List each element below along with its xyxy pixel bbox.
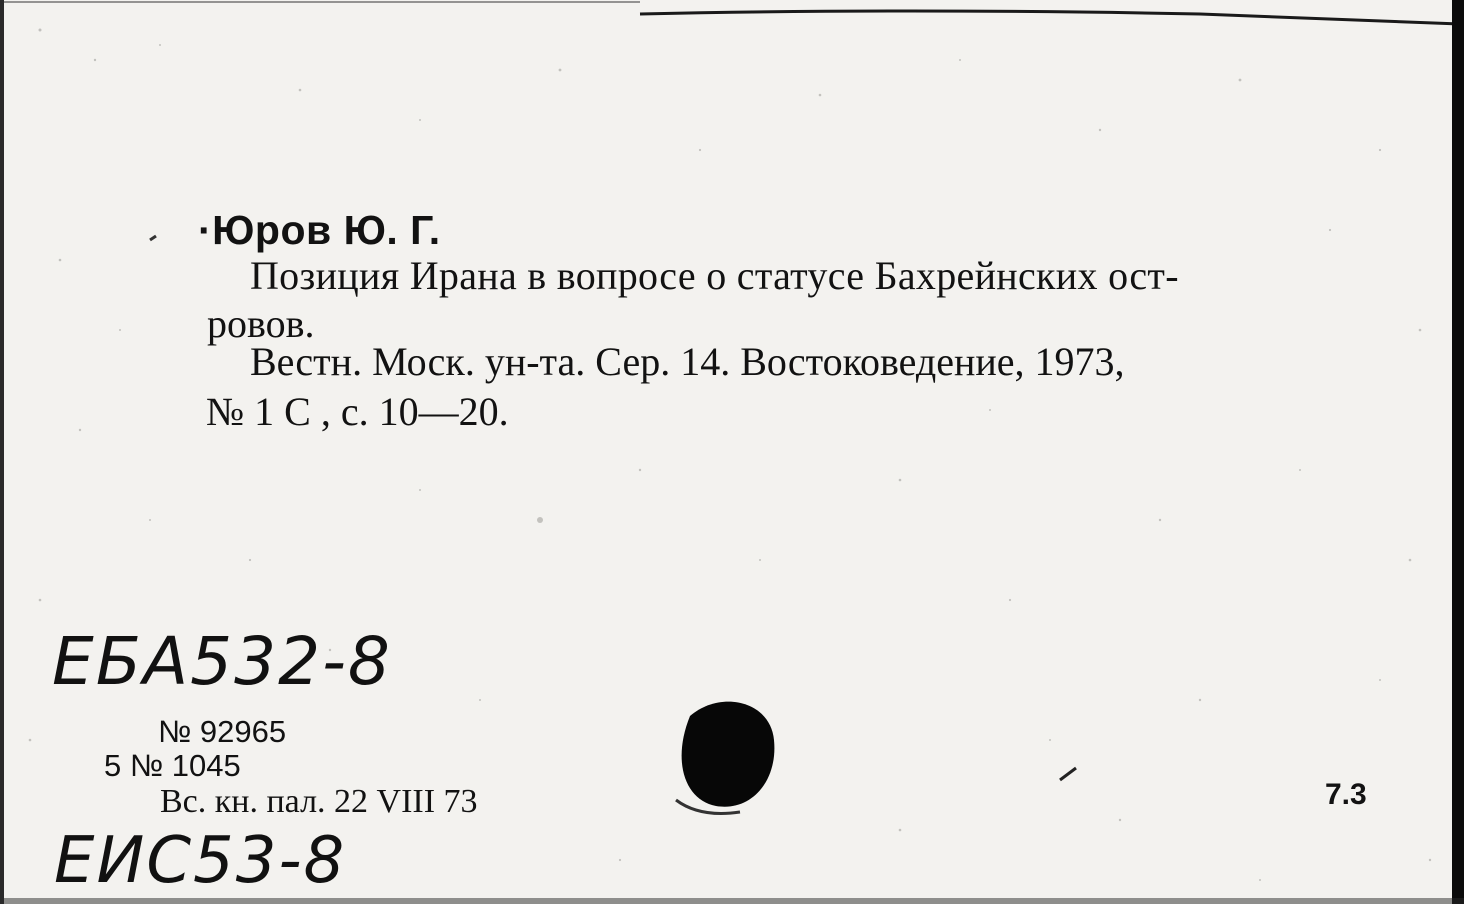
title-line-1: Позиция Ирана в вопросе о статусе Бахрейнских ост- — [250, 253, 1179, 298]
inventory-number-2: 5 № 1045 — [104, 748, 241, 783]
shelfmark-handwritten-2 — [50, 818, 380, 898]
source-line-2: № 1 С , с. 10—20. — [206, 389, 509, 434]
author-name: ·Юров Ю. Г. — [198, 207, 441, 253]
card-number: 7.3 — [1325, 778, 1367, 811]
shelfmark-1-text: ЕБА532-8 — [52, 623, 392, 700]
inventory-number-1: № 92965 — [158, 714, 287, 749]
shelfmark-2-text: ЕИС53-8 — [54, 824, 347, 898]
source-line-1: Вестн. Моск. ун-та. Сер. 14. Востоковедение, 1973, — [250, 339, 1125, 384]
record-note: Вс. кн. пал. 22 VIII 73 — [160, 783, 478, 820]
shelfmark-handwritten-1 — [48, 620, 408, 700]
title-line-2: ровов. — [207, 301, 315, 346]
